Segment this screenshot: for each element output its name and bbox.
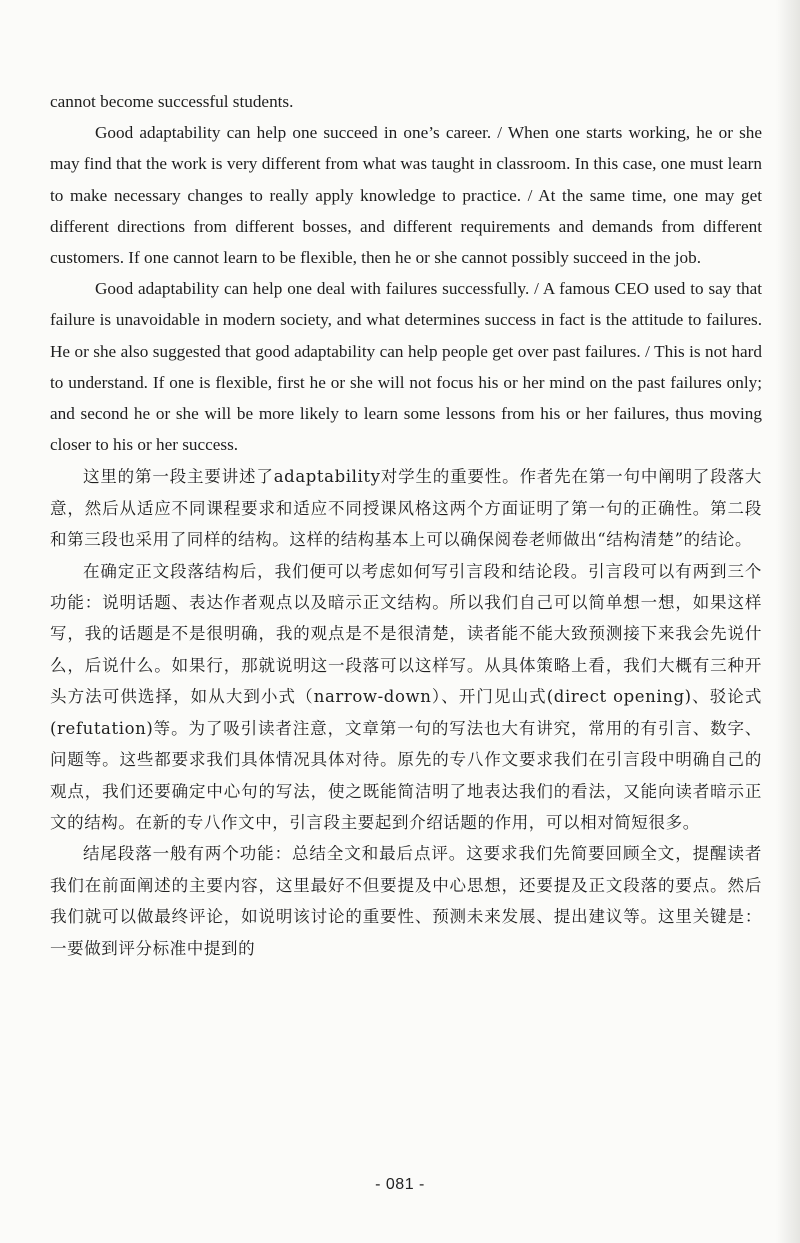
page-number: - 081 - [375,1176,425,1193]
page-body [50,86,762,964]
paragraph-failures: Good adaptability can help one deal with failures successfully. / A famous CEO used to say that failure is unavoidable in modern society, and what determines success in fact is the attitude to failures. He or she also suggested that good adaptability can help people get over past failures. / This is not hard to understand. If one is flexible, first he or she will not focus his or her mind on the past failures only; and second he or she will be more likely to learn some lessons from his or her failures, thus moving closer to his or her success. [50,279,762,455]
paragraph-continuation: cannot become successful students. [50,92,294,111]
paragraph-introduction-advice: 在确定正文段落结构后，我们便可以考虑如何写引言段和结论段。引言段可以有两到三个功能：说明话题、表达作者观点以及暗示正文结构。所以我们自己可以简单想一想，如果这样写，我的话题是不是很明确，我的观点是不是很清楚，读者能不能大致预测接下来我会先说什么，后说什么。如果行，那就说明这一段落可以这样写。从具体策略上看，我们大概有三种开头方法可供选择，如从大到小式（narrow-down）、开门见山式(direct opening)、驳论式(refutation)等。为了吸引读者注意，文章第一句的写法也大有讲究，常用的有引言、数字、问题等。这些都要求我们具体情况具体对待。原先的专八作文要求我们在引言段中明确自己的观点，我们还要确定中心句的写法，使之既能简洁明了地表达我们的看法，又能向读者暗示正文的结构。在新的专八作文中，引言段主要起到介绍话题的作用，可以相对简短很多。 [50,561,762,832]
paragraph-career: Good adaptability can help one succeed in one’s career. / When one starts working, he or she may find that the work is very different from what was taught in classroom. In this case, one must learn to make necessary changes to really apply knowledge to practice. / At the same time, one may get different directions from different bosses, and different requirements and demands from different customers. If one cannot learn to be flexible, then he or she cannot possibly succeed in the job. [50,123,762,268]
paragraph-analysis: 这里的第一段主要讲述了adaptability对学生的重要性。作者先在第一句中阐明了段落大意，然后从适应不同课程要求和适应不同授课风格这两个方面证明了第一句的正确性。第二段和第三段也采用了同样的结构。这样的结构基本上可以确保阅卷老师做出“结构清楚”的结论。 [50,467,762,550]
paragraph-conclusion-advice: 结尾段落一般有两个功能：总结全文和最后点评。这要求我们先简要回顾全文，提醒读者我们在前面阐述的主要内容，这里最好不但要提及中心思想，还要提及正文段落的要点。然后我们就可以做最终评论，如说明该讨论的重要性、预测未来发展、提出建议等。这里关键是：一要做到评分标准中提到的 [50,844,762,958]
page-edge-shadow [776,0,800,1243]
